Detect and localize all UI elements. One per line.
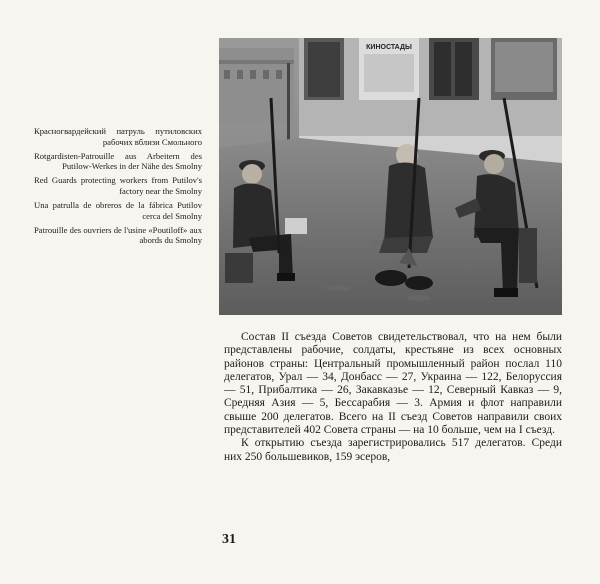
body-paragraph-2: К открытию съезда зарегистрировались 517 делегатов. Среди них 250 большевиков, 159 эсеров, bbox=[224, 437, 562, 463]
photo-red-guard-patrol bbox=[219, 38, 562, 315]
caption-german: Rotgardisten-Patrouille aus Arbeitern des Putilow-Werkes in der Nähe des Smolny bbox=[34, 150, 202, 172]
body-paragraph-1: Состав II съезда Советов свидетельствовал, что на нем были представлены рабочие, солдаты, крестьяне из всех основных районов страны: Центральный промышленный район послал 110 делегатов, Урал — 34, Донбасс — 27, Украина — 122, Белоруссия — 51, Прибалтика — 26, Закавказье — 12, Северный Кавказ — 9, Средняя Азия — 5, Бессарабия — 3. Армия и флот направили свыше 200 делегатов. Всего на II съезд Советов направили своих представителей 402 Совета страны — на 10 больше, чем на I съезд. bbox=[224, 331, 562, 437]
photo-captions bbox=[34, 126, 202, 249]
caption-english: Red Guards protecting workers from Putilov's factory near the Smolny bbox=[34, 175, 202, 196]
page-number: 31 bbox=[222, 532, 236, 547]
caption-french: Patrouille des ouvriers de l'usine «Poutiloff» aux abords du Smolny bbox=[34, 224, 202, 246]
caption-russian: Красногвардейский патруль путиловских рабочих вблизи Смольного bbox=[34, 126, 202, 147]
shop-sign-text: КИНОСТАДЫ bbox=[366, 44, 412, 51]
photo-illustration bbox=[219, 38, 562, 315]
caption-spanish: Una patrulla de obreros de la fábrica Putilov cerca del Smolny bbox=[34, 200, 202, 221]
body-text bbox=[224, 331, 562, 464]
